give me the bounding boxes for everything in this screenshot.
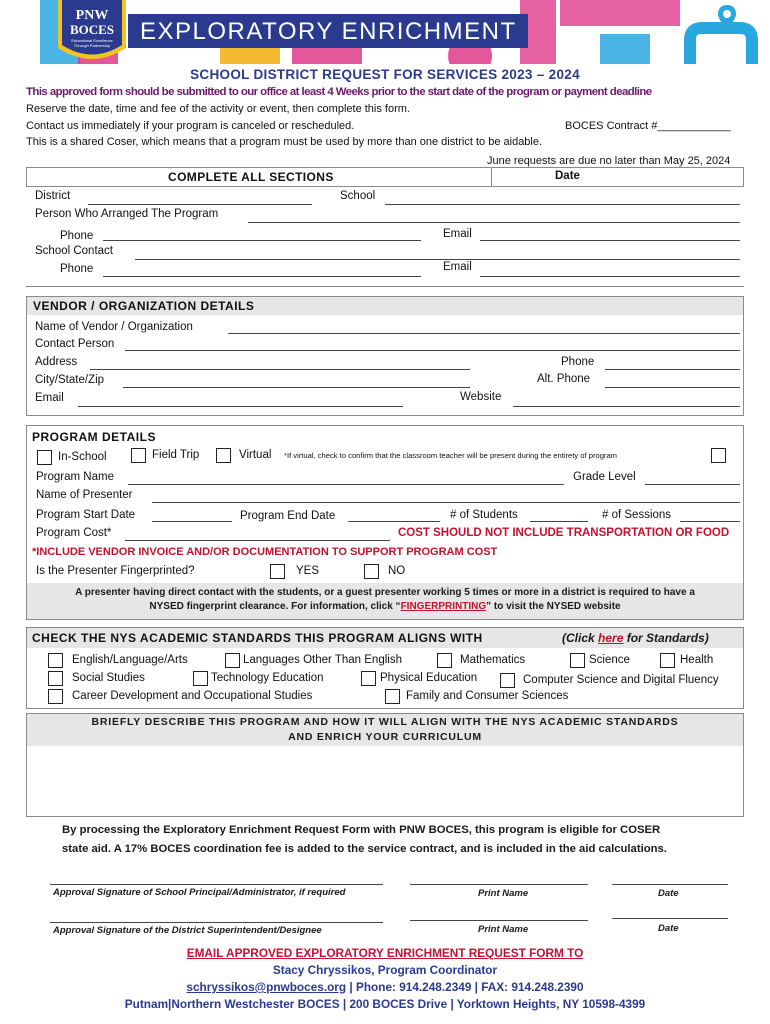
date-box (491, 167, 744, 187)
instruction-shared-coser: This is a shared Coser, which means that a program must be used by more than one district to be aidable. (26, 136, 543, 148)
describe-heading-1: BRIEFLY DESCRIBE THIS PROGRAM AND HOW IT WILL ALIGN WITH THE NYS ACADEMIC STANDARDS (91, 716, 679, 728)
principal-signature-label: Approval Signature of School Principal/Administrator, if required (53, 887, 346, 898)
logo-tagline: Educational Excellence Through Partnership (71, 38, 113, 48)
vendor-email-input[interactable] (78, 406, 403, 407)
district-input[interactable] (88, 204, 312, 205)
alt-phone-input[interactable] (605, 387, 740, 388)
presenter-note-2b: ” to visit the NYSED website (486, 601, 621, 612)
invoice-note: *INCLUDE VENDOR INVOICE AND/OR DOCUMENTATION TO SUPPORT PROGRAM COST (32, 546, 498, 558)
std-pe-checkbox[interactable] (361, 671, 376, 686)
arranged-label: Person Who Arranged The Program (35, 208, 219, 220)
std-cs-checkbox[interactable] (500, 673, 515, 688)
virtual-confirm-checkbox[interactable] (711, 448, 726, 463)
footer-coordinator: Stacy Chryssikos, Program Coordinator (272, 963, 498, 977)
school-contact-input[interactable] (135, 259, 740, 260)
print-name2-line[interactable] (410, 920, 588, 921)
std-science-label: Science (589, 654, 630, 666)
std-science-checkbox[interactable] (570, 653, 585, 668)
std-family-checkbox[interactable] (385, 689, 400, 704)
describe-heading-2: AND ENRICH YOUR CURRICULUM (288, 731, 482, 743)
fingerprinting-link[interactable]: FINGERPRINTING (400, 601, 487, 612)
boces-contract-field[interactable]: BOCES Contract #____________ (565, 120, 731, 132)
end-date-label: Program End Date (240, 510, 336, 522)
std-tech-label: Technology Education (211, 672, 324, 684)
date2-sig-label: Date (658, 923, 679, 934)
logo-text-pnw: PNW (75, 8, 109, 23)
std-ela-label: English/Language/Arts (72, 654, 188, 666)
district-label: District (35, 190, 71, 202)
program-heading: PROGRAM DETAILS (32, 430, 156, 444)
email2-input[interactable] (480, 276, 740, 277)
std-lote-label: Languages Other Than English (243, 654, 402, 666)
footer-phone-fax: | Phone: 914.248.2349 | FAX: 914.248.2390 (346, 980, 584, 994)
standards-heading: CHECK THE NYS ACADEMIC STANDARDS THIS PROGRAM ALIGNS WITH (32, 631, 483, 645)
school-input[interactable] (385, 204, 740, 205)
std-math-checkbox[interactable] (437, 653, 452, 668)
vendor-heading: VENDOR / ORGANIZATION DETAILS (33, 299, 255, 313)
num-students-label: # of Students (450, 509, 518, 521)
june-deadline: June requests are due no later than May 25, 2024 (487, 155, 731, 167)
coser-note-2: state aid. A 17% BOCES coordination fee is added to the service contract, and is included in the aid calculations. (62, 843, 667, 855)
email-input[interactable] (480, 240, 740, 241)
fingerprinted-no-checkbox[interactable] (364, 564, 379, 579)
virtual-checkbox[interactable] (216, 448, 231, 463)
click-text-a: (Click (562, 631, 599, 645)
phone-input[interactable] (103, 240, 421, 241)
footer-address: Putnam|Northern Westchester BOCES | 200 BOCES Drive | Yorktown Heights, NY 10598-4399 (124, 997, 646, 1011)
logo-text-boces: BOCES (69, 22, 115, 37)
std-social-label: Social Studies (72, 672, 145, 684)
email2-label: Email (443, 261, 472, 273)
std-career-label: Career Development and Occupational Studies (72, 690, 313, 702)
program-name-input[interactable] (128, 484, 564, 485)
address-label: Address (35, 356, 78, 368)
website-label: Website (460, 391, 502, 403)
principal-signature-line[interactable] (50, 884, 383, 885)
presenter-note-2a: NYSED fingerprint clearance. For information, click “ (149, 601, 401, 612)
coser-note-1: By processing the Exploratory Enrichment Request Form with PNW BOCES, this program is eligible for COSER (62, 824, 661, 836)
phone2-label: Phone (60, 263, 94, 275)
vendor-name-input[interactable] (228, 333, 740, 334)
no-label: NO (388, 565, 406, 577)
std-health-label: Health (680, 654, 714, 666)
email-label: Email (443, 228, 472, 240)
num-students-input[interactable] (530, 521, 588, 522)
num-sessions-label: # of Sessions (602, 509, 672, 521)
phone2-input[interactable] (103, 276, 421, 277)
std-pe-label: Physical Education (380, 672, 478, 684)
click-text-b: for Standards) (623, 631, 709, 645)
cost-input[interactable] (125, 540, 390, 541)
alt-phone-label: Alt. Phone (537, 373, 591, 385)
start-date-input[interactable] (152, 521, 232, 522)
std-family-label: Family and Consumer Sciences (406, 690, 569, 702)
std-career-checkbox[interactable] (48, 689, 63, 704)
print-name-line[interactable] (410, 884, 588, 885)
date-line[interactable] (612, 884, 728, 885)
std-health-checkbox[interactable] (660, 653, 675, 668)
website-input[interactable] (513, 406, 740, 407)
date-label: Date (555, 170, 580, 182)
superintendent-signature-label: Approval Signature of the District Superintendent/Designee (53, 925, 322, 936)
field-trip-checkbox[interactable] (131, 448, 146, 463)
instruction-submit: This approved form should be submitted to our office at least 4 Weeks prior to the start date of the program or payment deadline (26, 86, 652, 98)
instruction-contact: Contact us immediately if your program is canceled or rescheduled. (26, 120, 355, 132)
cost-note: COST SHOULD NOT INCLUDE TRANSPORTATION OR FOOD (398, 527, 730, 539)
date-sig-label: Date (658, 888, 679, 899)
complete-sections-heading: COMPLETE ALL SECTIONS (168, 170, 334, 184)
yes-label: YES (296, 565, 320, 577)
footer-email-instruction: EMAIL APPROVED EXPLORATORY ENRICHMENT REQUEST FORM TO (186, 946, 584, 960)
vendor-phone-input[interactable] (605, 369, 740, 370)
virtual-label: Virtual (239, 449, 272, 461)
presenter-label: Name of Presenter (36, 489, 133, 501)
grade-level-label: Grade Level (573, 471, 636, 483)
phone-label: Phone (60, 230, 94, 242)
num-sessions-input[interactable] (680, 521, 740, 522)
print-name2-label: Print Name (478, 924, 529, 935)
fingerprinted-label: Is the Presenter Fingerprinted? (36, 565, 195, 577)
city-input[interactable] (123, 387, 470, 388)
presenter-input[interactable] (152, 502, 740, 503)
describe-textarea[interactable] (28, 747, 742, 815)
arranged-input[interactable] (248, 222, 740, 223)
map-pin-icon (716, 4, 738, 35)
fingerprinted-yes-checkbox[interactable] (270, 564, 285, 579)
program-name-label: Program Name (36, 471, 114, 483)
std-social-checkbox[interactable] (48, 671, 63, 686)
banner-title: EXPLORATORY ENRICHMENT (140, 18, 517, 45)
standards-click (562, 631, 709, 645)
cost-label: Program Cost* (36, 527, 112, 539)
school-label: School (340, 190, 376, 202)
city-label: City/State/Zip (35, 374, 105, 386)
vendor-email-label: Email (35, 392, 64, 404)
field-trip-label: Field Trip (152, 449, 200, 461)
address-input[interactable] (90, 369, 470, 370)
standards-here-link[interactable]: here (598, 631, 624, 645)
in-school-checkbox[interactable] (37, 450, 52, 465)
print-name-label: Print Name (478, 888, 529, 899)
footer-contact (0, 980, 770, 994)
start-date-label: Program Start Date (36, 509, 136, 521)
date2-line[interactable] (612, 918, 728, 919)
form-title: SCHOOL DISTRICT REQUEST FOR SERVICES 2023 – 2024 (190, 67, 580, 82)
std-tech-checkbox[interactable] (193, 671, 208, 686)
vendor-name-label: Name of Vendor / Organization (35, 321, 193, 333)
school-contact-label: School Contact (35, 245, 113, 257)
presenter-note-line2 (27, 601, 743, 612)
instruction-reserve: Reserve the date, time and fee of the activity or event, then complete this form. (26, 103, 410, 115)
end-date-input[interactable] (348, 521, 440, 522)
std-math-label: Mathematics (460, 654, 526, 666)
contact-person-label: Contact Person (35, 338, 115, 350)
grade-level-input[interactable] (645, 484, 740, 485)
vendor-phone-label: Phone (561, 356, 595, 368)
std-lote-checkbox[interactable] (225, 653, 240, 668)
footer-email-link[interactable]: schryssikos@pnwboces.org (186, 980, 347, 994)
in-school-label: In-School (58, 451, 107, 463)
virtual-note: *If virtual, check to confirm that the classroom teacher will be present during the entirety of program (284, 451, 618, 460)
superintendent-signature-line[interactable] (50, 922, 383, 923)
std-ela-checkbox[interactable] (48, 653, 63, 668)
pnw-boces-logo (56, 0, 128, 66)
std-cs-label: Computer Science and Digital Fluency (523, 674, 719, 686)
contact-person-input[interactable] (125, 350, 740, 351)
presenter-note-line1: A presenter having direct contact with the students, or a guest presenter working 5 times or more in a district is required to have a (75, 587, 695, 598)
